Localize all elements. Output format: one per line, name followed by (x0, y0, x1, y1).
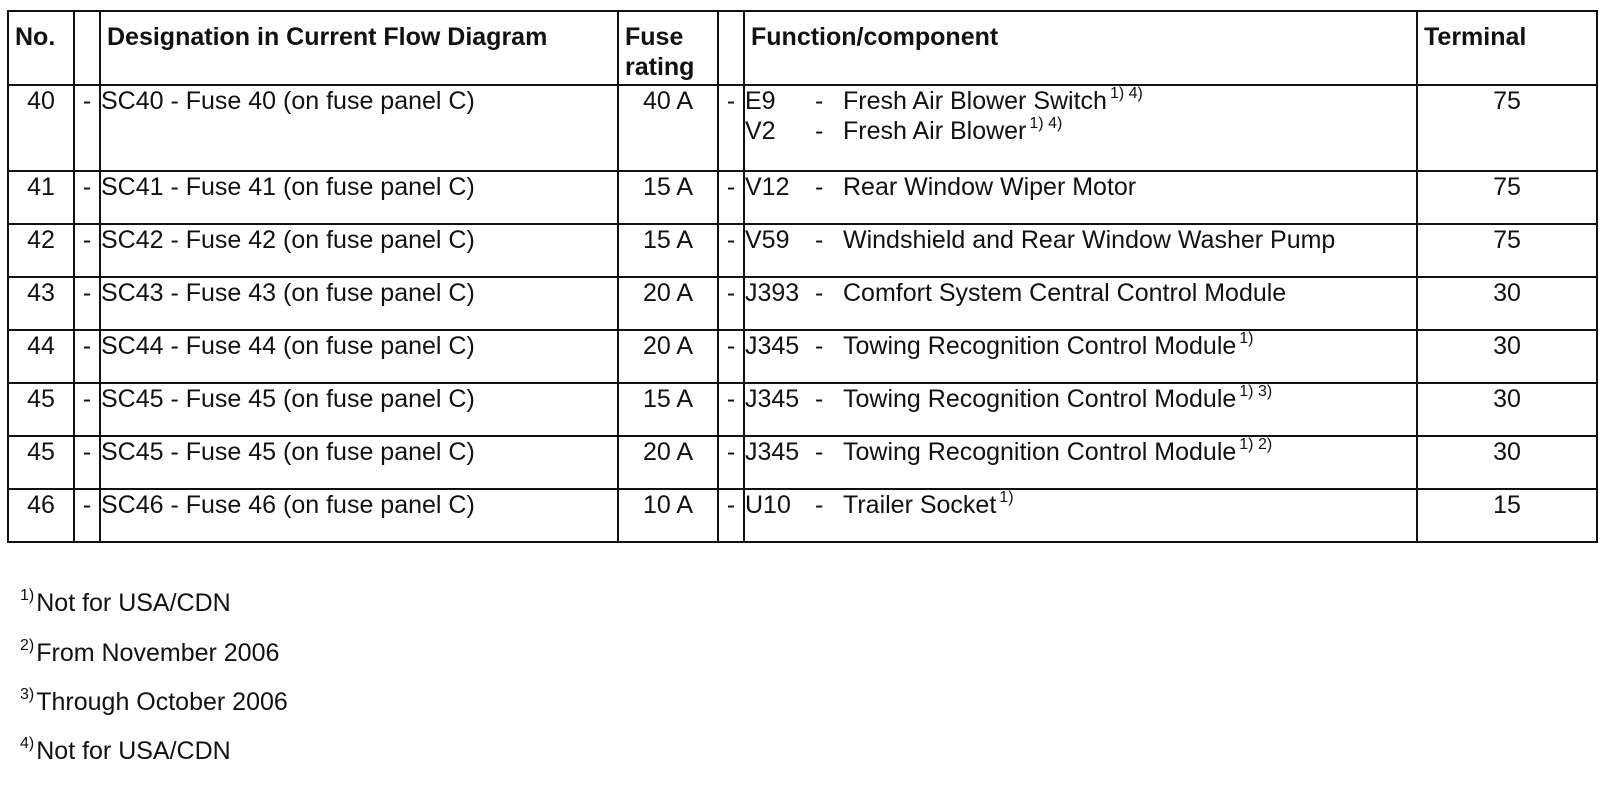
component-name: Trailer Socket (843, 491, 997, 519)
component-code: J345 (745, 438, 800, 466)
fuse-designation: SC45 - Fuse 45 (on fuse panel C) (100, 436, 618, 489)
terminal-number: 30 (1417, 436, 1597, 489)
footnote-mark: 4) (20, 734, 35, 752)
table-row (8, 489, 1597, 542)
component-name: Towing Recognition Control Module (843, 438, 1237, 466)
header-spacer-1 (74, 11, 100, 85)
footnote-reference: 1) 4) (1029, 114, 1063, 132)
footnote-mark: 2) (20, 636, 35, 654)
component-separator: - (815, 385, 824, 413)
fuse-number: 42 (8, 224, 74, 277)
header-fuse-rating: Fuse rating (618, 11, 718, 85)
footnote-text: Not for USA/CDN (36, 737, 231, 765)
separator-dash: - (74, 330, 100, 383)
component-name: Towing Recognition Control Module (843, 385, 1237, 413)
fuse-rating: 20 A (618, 436, 718, 489)
separator-dash: - (718, 383, 744, 436)
separator-dash: - (718, 277, 744, 330)
separator-dash: - (718, 85, 744, 171)
component-separator: - (815, 173, 824, 201)
function-component (744, 383, 1417, 436)
fuse-number: 45 (8, 383, 74, 436)
footnote-mark: 1) (20, 586, 35, 604)
component-name: Rear Window Wiper Motor (843, 173, 1137, 201)
terminal-number: 75 (1417, 85, 1597, 171)
component-name: Towing Recognition Control Module (843, 332, 1237, 360)
component-name: Fresh Air Blower (843, 117, 1027, 145)
terminal-number: 75 (1417, 224, 1597, 277)
function-component (744, 489, 1417, 542)
footnote-reference: 1) 4) (1109, 84, 1143, 102)
separator-dash: - (74, 85, 100, 171)
component-separator: - (815, 491, 824, 519)
component-code: V59 (745, 226, 790, 254)
function-line (745, 331, 1416, 361)
component-code: J345 (745, 385, 800, 413)
terminal-number: 30 (1417, 277, 1597, 330)
footnote (20, 638, 279, 668)
component-separator: - (815, 279, 824, 307)
fuse-number: 45 (8, 436, 74, 489)
component-separator: - (815, 438, 824, 466)
footnote-reference: 1) (999, 488, 1014, 506)
separator-dash: - (74, 171, 100, 224)
component-code: V12 (745, 173, 790, 201)
fuse-designation: SC40 - Fuse 40 (on fuse panel C) (100, 85, 618, 171)
function-component (744, 330, 1417, 383)
separator-dash: - (718, 330, 744, 383)
fuse-rating: 40 A (618, 85, 718, 171)
component-code: J345 (745, 332, 800, 360)
component-code: U10 (745, 491, 791, 519)
table-row (8, 383, 1597, 436)
fuse-number: 46 (8, 489, 74, 542)
header-terminal: Terminal (1417, 11, 1597, 85)
fuse-designation: SC44 - Fuse 44 (on fuse panel C) (100, 330, 618, 383)
footnote-text: From November 2006 (36, 639, 280, 667)
footnote-reference: 1) (1239, 329, 1254, 347)
separator-dash: - (74, 436, 100, 489)
header-no: No. (8, 11, 74, 85)
table-row (8, 171, 1597, 224)
footnote (20, 588, 231, 618)
function-line (745, 86, 1416, 116)
fuse-designation: SC41 - Fuse 41 (on fuse panel C) (100, 171, 618, 224)
footnote (20, 687, 288, 717)
header-designation: Designation in Current Flow Diagram (100, 11, 618, 85)
fuse-rating: 20 A (618, 330, 718, 383)
footnote-reference: 1) 2) (1239, 435, 1273, 453)
function-line (745, 278, 1416, 308)
terminal-number: 30 (1417, 383, 1597, 436)
component-separator: - (815, 332, 824, 360)
function-line (745, 225, 1416, 255)
component-separator: - (815, 87, 824, 115)
function-line (745, 490, 1416, 520)
function-line (745, 437, 1416, 467)
footnote-reference: 1) 3) (1239, 382, 1273, 400)
header-spacer-2 (718, 11, 744, 85)
fuse-designation: SC42 - Fuse 42 (on fuse panel C) (100, 224, 618, 277)
function-component (744, 224, 1417, 277)
table-row (8, 277, 1597, 330)
function-component (744, 171, 1417, 224)
footnote-text: Not for USA/CDN (36, 589, 231, 617)
separator-dash: - (74, 277, 100, 330)
footnote-text: Through October 2006 (36, 688, 288, 716)
fuse-number: 40 (8, 85, 74, 171)
table-row (8, 85, 1597, 171)
separator-dash: - (74, 224, 100, 277)
function-component (744, 85, 1417, 171)
component-code: J393 (745, 279, 800, 307)
separator-dash: - (74, 489, 100, 542)
fuse-number: 44 (8, 330, 74, 383)
fuse-table (7, 10, 1598, 543)
component-separator: - (815, 226, 824, 254)
fuse-rating: 20 A (618, 277, 718, 330)
fuse-designation: SC45 - Fuse 45 (on fuse panel C) (100, 383, 618, 436)
function-line (745, 384, 1416, 414)
fuse-rating: 15 A (618, 224, 718, 277)
fuse-designation: SC46 - Fuse 46 (on fuse panel C) (100, 489, 618, 542)
table-header-row (8, 11, 1597, 85)
footnote (20, 736, 231, 766)
header-function: Function/component (744, 11, 1417, 85)
component-name: Windshield and Rear Window Washer Pump (843, 226, 1336, 254)
separator-dash: - (718, 489, 744, 542)
component-name: Fresh Air Blower Switch (843, 87, 1107, 115)
function-component (744, 277, 1417, 330)
component-separator: - (815, 117, 824, 145)
separator-dash: - (718, 224, 744, 277)
function-line (745, 116, 1416, 146)
fuse-number: 43 (8, 277, 74, 330)
fuse-designation: SC43 - Fuse 43 (on fuse panel C) (100, 277, 618, 330)
component-code: V2 (745, 117, 776, 145)
table-row (8, 436, 1597, 489)
fuse-rating: 15 A (618, 383, 718, 436)
separator-dash: - (74, 383, 100, 436)
table-row (8, 224, 1597, 277)
component-name: Comfort System Central Control Module (843, 279, 1287, 307)
fuse-number: 41 (8, 171, 74, 224)
function-component (744, 436, 1417, 489)
terminal-number: 15 (1417, 489, 1597, 542)
component-code: E9 (745, 87, 776, 115)
separator-dash: - (718, 171, 744, 224)
fuse-rating: 15 A (618, 171, 718, 224)
table-row (8, 330, 1597, 383)
footnote-mark: 3) (20, 685, 35, 703)
terminal-number: 30 (1417, 330, 1597, 383)
separator-dash: - (718, 436, 744, 489)
fuse-rating: 10 A (618, 489, 718, 542)
terminal-number: 75 (1417, 171, 1597, 224)
function-line (745, 172, 1416, 202)
